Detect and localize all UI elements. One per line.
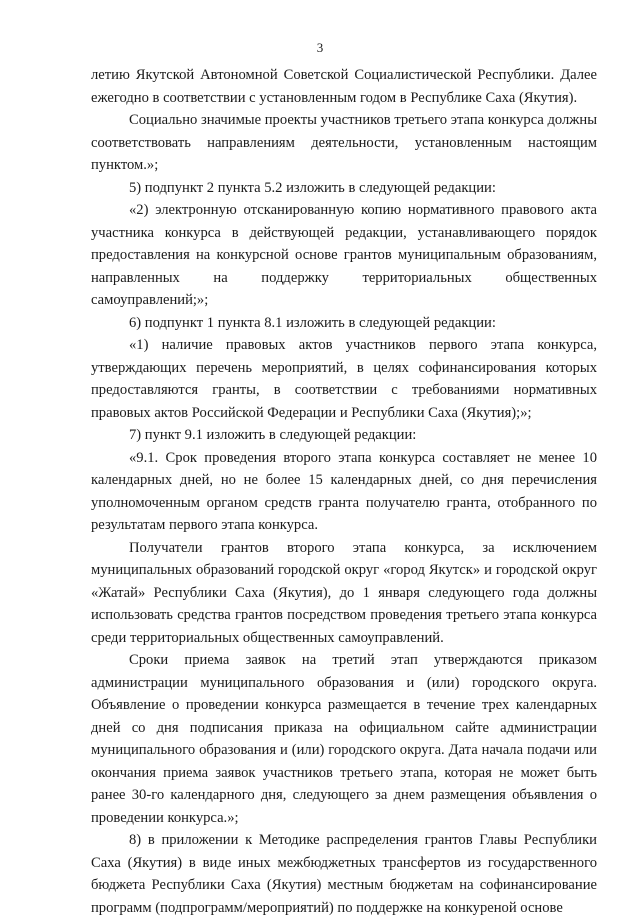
- paragraph-projects: Социально значимые проекты участников третьего этапа конкурса должны соответствовать направлениям деятельности, установленным настоящим пунктом.»;: [91, 112, 597, 173]
- paragraph-item-5-text: «2) электронную отсканированную копию нормативного правового акта участника конкурса в действующей редакции, устанавливающего порядок предоставления на конкурсной основе грантов муниципальным образованиям, направленных на поддержку территориальных общественных самоуправлений;»;: [91, 202, 597, 308]
- paragraph-item-5: 5) подпункт 2 пункта 5.2 изложить в следующей редакции:: [129, 179, 496, 196]
- document-body: [91, 64, 597, 919]
- paragraph-item-6-text: «1) наличие правовых актов участников первого этапа конкурса, утверждающих перечень мероприятий, в целях софинансирования которых предоставляются гранты, в соответствии с требованиями нормативных правовых актов Российской Федерации и Республики Саха (Якутия);»;: [91, 337, 597, 421]
- paragraph-item-6: 6) подпункт 1 пункта 8.1 изложить в следующей редакции:: [129, 314, 496, 331]
- paragraph-item-7-text: «9.1. Срок проведения второго этапа конкурса составляет не менее 10 календарных дней, но не более 15 календарных дней, со дня перечисления уполномоченным органом средств гранта получателю гранта, отобранного по результатам первого этапа конкурса.: [91, 449, 597, 533]
- paragraph-grant-recipients: Получатели грантов второго этапа конкурса, за исключением муниципальных образований городской округ «город Якутск» и городской округ «Жатай» Республики Саха (Якутия), до 1 января следующего года должны использовать средства грантов посредством проведения третьего этапа конкурса среди территориальных общественных самоуправлений.: [91, 539, 597, 646]
- page-number: 3: [316, 40, 324, 55]
- paragraph-item-7: 7) пункт 9.1 изложить в следующей редакции:: [129, 427, 417, 443]
- paragraph-application-terms: Сроки приема заявок на третий этап утверждаются приказом администрации муниципального образования и (или) городского округа. Объявление о проведении конкурса размещается в течение трех календарных дней со дня подписания приказа на официальном сайте администрации муниципального образования и (или) городского округа. Дата начала подачи или окончания приема заявок участников третьего этапа, которая не может быть ранее 30-го календарного дня, следующего за днем размещения объявления о проведении конкурса.»;: [91, 652, 597, 826]
- paragraph-continuation: летию Якутской Автономной Советской Социалистической Республики. Далее ежегодно в соответствии с установленным годом в Республике Саха (Якутия).: [91, 67, 597, 106]
- paragraph-item-8: 8) в приложении к Методике распределения грантов Главы Республики Саха (Якутия) в виде иных межбюджетных трансфертов из государственного бюджета Республики Саха (Якутия) местным бюджетам на софинансирование программ (подпрограмм/мероприятий) по поддержке на конкуреной основе: [91, 832, 597, 916]
